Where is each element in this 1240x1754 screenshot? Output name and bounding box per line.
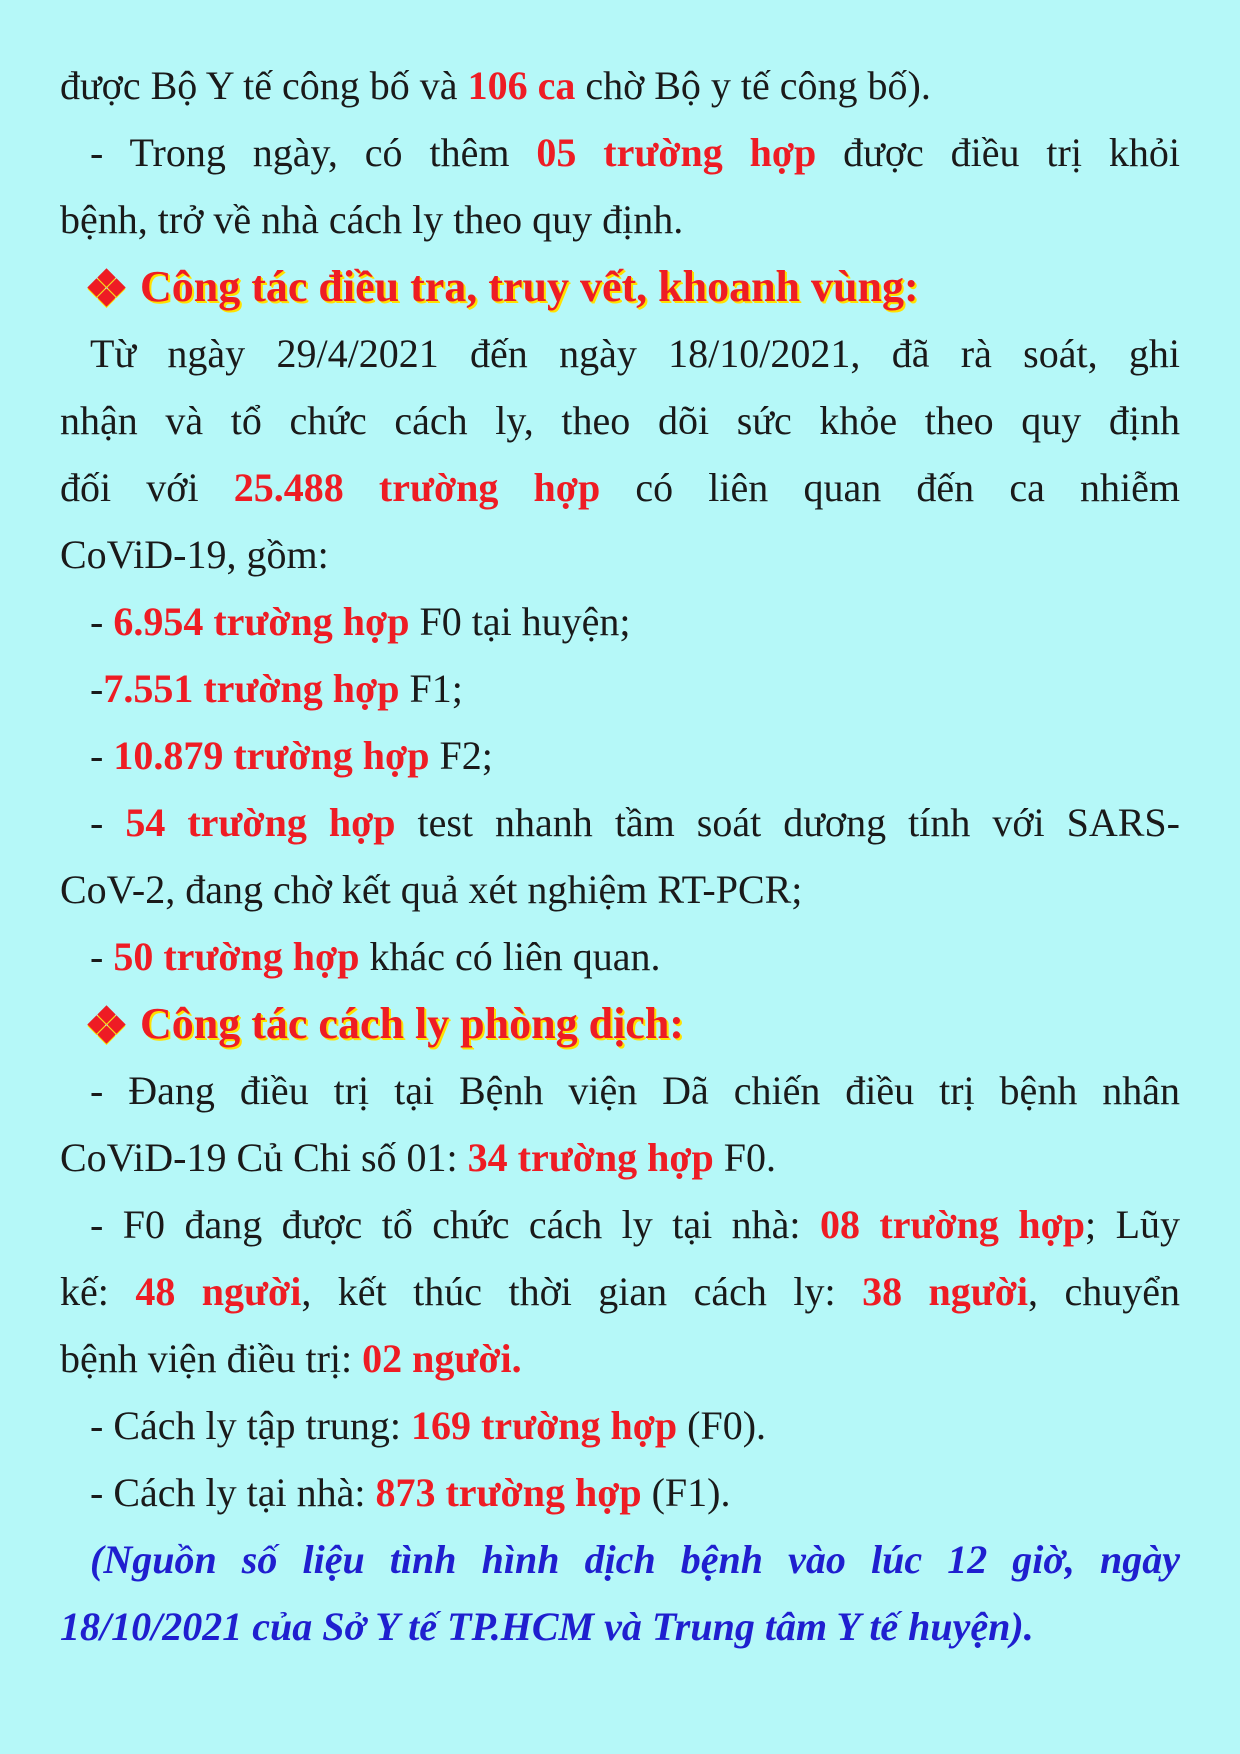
text: đối với <box>60 465 234 510</box>
heading-text: Công tác cách ly phòng dịch: <box>140 999 684 1048</box>
text: - <box>90 733 114 778</box>
text-line <box>60 52 1180 119</box>
diamond-bullet-icon <box>90 1008 124 1042</box>
text-line <box>60 119 1180 186</box>
list-item <box>60 789 1180 856</box>
text-line <box>60 1057 1180 1124</box>
text: test nhanh tầm soát dương tính với SARS- <box>395 800 1180 845</box>
text: , kết thúc thời gian cách ly: <box>301 1269 863 1314</box>
source-note <box>60 1593 1180 1660</box>
text-line <box>60 1191 1180 1258</box>
text: nhận và tổ chức cách ly, theo dõi sức khỏe theo quy định <box>60 398 1180 443</box>
list-item <box>60 588 1180 655</box>
highlight-number: 02 người. <box>362 1336 522 1381</box>
text: F1; <box>399 666 463 711</box>
list-item <box>60 655 1180 722</box>
highlight-number: 7.551 trường hợp <box>103 666 400 711</box>
text-line <box>60 856 1180 923</box>
text: - <box>90 934 114 979</box>
text-line <box>60 1392 1180 1459</box>
text-line <box>60 186 1180 253</box>
text-line <box>60 387 1180 454</box>
text: , chuyển <box>1028 1269 1181 1314</box>
text: F0 tại huyện; <box>409 599 631 644</box>
list-item <box>60 722 1180 789</box>
text: - Đang điều trị tại Bệnh viện Dã chiến điều trị bệnh nhân <box>90 1068 1180 1113</box>
section-heading-quarantine <box>60 990 1180 1057</box>
highlight-number: 10.879 trường hợp <box>113 733 430 778</box>
highlight-number: 48 người <box>135 1269 302 1314</box>
highlight-number: 38 người <box>862 1269 1029 1314</box>
text: - <box>90 800 126 845</box>
text: (F1). <box>641 1470 731 1515</box>
highlight-number: 34 trường hợp <box>467 1135 714 1180</box>
text: - F0 đang được tổ chức cách ly tại nhà: <box>90 1202 820 1247</box>
text: bệnh viện điều trị: <box>60 1336 363 1381</box>
diamond-bullet-icon <box>90 271 124 305</box>
highlight-number: 6.954 trường hợp <box>113 599 410 644</box>
text-line <box>60 1124 1180 1191</box>
text: - Trong ngày, có thêm <box>90 130 537 175</box>
text: Từ ngày 29/4/2021 đến ngày 18/10/2021, đã rà soát, ghi <box>90 331 1180 376</box>
text: CoV-2, đang chờ kết quả xét nghiệm RT-PCR; <box>60 867 803 912</box>
text-line <box>60 1325 1180 1392</box>
text: (Nguồn số liệu tình hình dịch bệnh vào lúc 12 giờ, ngày <box>90 1537 1180 1582</box>
text: - <box>90 599 114 644</box>
text: - Cách ly tập trung: <box>90 1403 412 1448</box>
highlight-number: 25.488 trường hợp <box>233 465 601 510</box>
text: F0. <box>713 1135 777 1180</box>
text: 18/10/2021 của Sở Y tế TP.HCM và Trung tâm Y tế huyện). <box>60 1604 1034 1649</box>
text: ; Lũy <box>1085 1202 1180 1247</box>
highlight-number: 05 trường hợp <box>536 130 817 175</box>
text: khác có liên quan. <box>359 934 661 979</box>
heading-text: Công tác điều tra, truy vết, khoanh vùng: <box>140 262 919 311</box>
text: có liên quan đến ca nhiễm <box>600 465 1180 510</box>
text: CoViD-19 Củ Chi số 01: <box>60 1135 468 1180</box>
text: - Cách ly tại nhà: <box>90 1470 376 1515</box>
text: được điều trị khỏi <box>816 130 1180 175</box>
highlight-number: 873 trường hợp <box>375 1470 642 1515</box>
highlight-number: 08 trường hợp <box>819 1202 1085 1247</box>
highlight-number: 169 trường hợp <box>411 1403 678 1448</box>
highlight-number: 106 ca <box>467 63 576 108</box>
text: bệnh, trở về nhà cách ly theo quy định. <box>60 197 684 242</box>
text-line <box>60 521 1180 588</box>
text-line <box>60 454 1180 521</box>
text: F2; <box>429 733 493 778</box>
text: (F0). <box>677 1403 767 1448</box>
document-page <box>60 52 1180 1660</box>
text: được Bộ Y tế công bố và <box>60 63 468 108</box>
text: kế: <box>60 1269 136 1314</box>
section-heading-investigation <box>60 253 1180 320</box>
text-line <box>60 1258 1180 1325</box>
text-line <box>60 1459 1180 1526</box>
text: CoViD-19, gồm: <box>60 532 329 577</box>
list-item <box>60 923 1180 990</box>
text: chờ Bộ y tế công bố). <box>575 63 931 108</box>
text-line <box>60 320 1180 387</box>
text: - <box>90 666 104 711</box>
source-note <box>60 1526 1180 1593</box>
highlight-number: 54 trường hợp <box>125 800 396 845</box>
highlight-number: 50 trường hợp <box>113 934 360 979</box>
